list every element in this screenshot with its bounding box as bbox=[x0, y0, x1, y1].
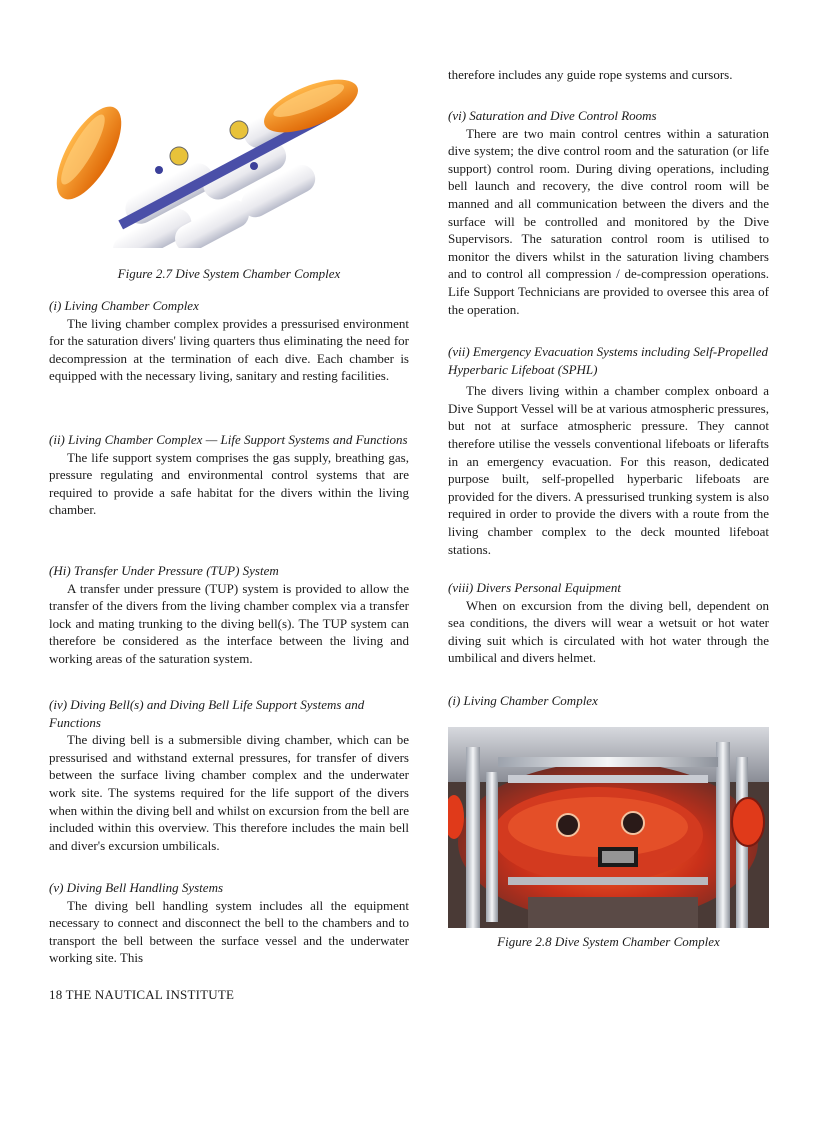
section-heading: (iv) Diving Bell(s) and Diving Bell Life Support Systems and Functions bbox=[49, 697, 365, 730]
figure-2-7-image bbox=[49, 78, 367, 248]
section-tup-system bbox=[49, 562, 409, 668]
section-heading: (Hi) Transfer Under Pressure (TUP) System bbox=[49, 563, 279, 578]
continuation-body: therefore includes any guide rope systems and cursors. bbox=[448, 67, 733, 82]
page-footer: 18 THE NAUTICAL INSTITUTE bbox=[49, 987, 235, 1002]
section-heading: (ii) Living Chamber Complex — Life Support Systems and Functions bbox=[49, 432, 408, 447]
section-life-support-systems bbox=[49, 431, 409, 519]
continuation-text bbox=[448, 66, 769, 84]
section-living-chamber-complex-2 bbox=[448, 692, 769, 710]
section-body: The diving bell is a submersible diving chamber, which can be pressurised and withstand external pressures, for transfer of divers between the surface living chamber complex and the underwater work site. The systems required for the life support of the divers when within the diving bell and whilst on excursion from the bell are included within this overview. This therefore includes the main bell and diver's excursion umbilicals. bbox=[49, 732, 409, 853]
figure-2-8-image bbox=[448, 727, 769, 928]
section-heading: (vii) Emergency Evacuation Systems including Self-Propelled Hyperbaric Lifeboat (SPHL) bbox=[448, 344, 768, 377]
section-bell-handling bbox=[49, 879, 409, 967]
section-body: The life support system comprises the gas supply, breathing gas, pressure regulating and environmental control systems that are required to provide a safe habitat for the divers within the living chamber. bbox=[49, 449, 409, 518]
section-body: When on excursion from the diving bell, dependent on sea conditions, the divers will wear a wetsuit or hot water diving suit which is circulated with hot water through the umbilical and divers helmet. bbox=[448, 597, 769, 666]
section-body: A transfer under pressure (TUP) system is provided to allow the transfer of the divers from the living chamber complex via a transfer lock and mating trunking to the diving bell(s). The TUP system can therefore be considered as the interface between the living and working areas of the saturation system. bbox=[49, 580, 409, 666]
section-living-chamber-complex bbox=[49, 297, 409, 385]
section-personal-equipment bbox=[448, 579, 769, 667]
section-body: The diving bell handling system includes all the equipment necessary to connect and disconnect the bell to the chambers and to transport the bell between the surface vessel and the underwater working site. This bbox=[49, 897, 409, 966]
section-heading: (i) Living Chamber Complex bbox=[448, 693, 598, 708]
section-diving-bell bbox=[49, 696, 409, 854]
section-body: The living chamber complex provides a pressurised environment for the saturation divers' living quarters thus eliminating the need for decompression at the termination of each dive. Each chamber is equipped with the necessary living, sanitary and resting facilities. bbox=[49, 315, 409, 384]
section-heading: (viii) Divers Personal Equipment bbox=[448, 580, 621, 595]
section-heading: (vi) Saturation and Dive Control Rooms bbox=[448, 108, 657, 123]
figure-2-7-caption: Figure 2.7 Dive System Chamber Complex bbox=[117, 266, 341, 281]
section-emergency-evacuation bbox=[448, 343, 769, 558]
section-heading: (i) Living Chamber Complex bbox=[49, 298, 199, 313]
section-body: There are two main control centres within a saturation dive system; the dive control room and the saturation (or life support) control room. During diving operations, including bell launch and recovery, the dive control room will be manned and all communication between the divers and the surface will be controlled and monitored by the Dive Supervisors. The saturation control room is utilised to monitor the divers whilst in the saturation living chambers and to control all compression / de-compression operations. Life Support Technicians are provided to oversee this area of the operation. bbox=[448, 125, 769, 317]
section-body: The divers living within a chamber complex onboard a Dive Support Vessel will be at various atmospheric pressures, but not at surface atmospheric pressure. They cannot therefore utilise the vessels conventional lifeboats or liferafts in an emergency evacuation. For this reason, dedicated purpose built, self-propelled hyperbaric lifeboats are provided for the divers. A pressurised trunking system is also required in order to provide the divers with a route from the living chamber complex to the deck mounted lifeboat stations. bbox=[448, 383, 769, 557]
figure-2-8-caption: Figure 2.8 Dive System Chamber Complex bbox=[497, 934, 720, 949]
section-heading: (v) Diving Bell Handling Systems bbox=[49, 880, 224, 895]
section-control-rooms bbox=[448, 107, 769, 318]
